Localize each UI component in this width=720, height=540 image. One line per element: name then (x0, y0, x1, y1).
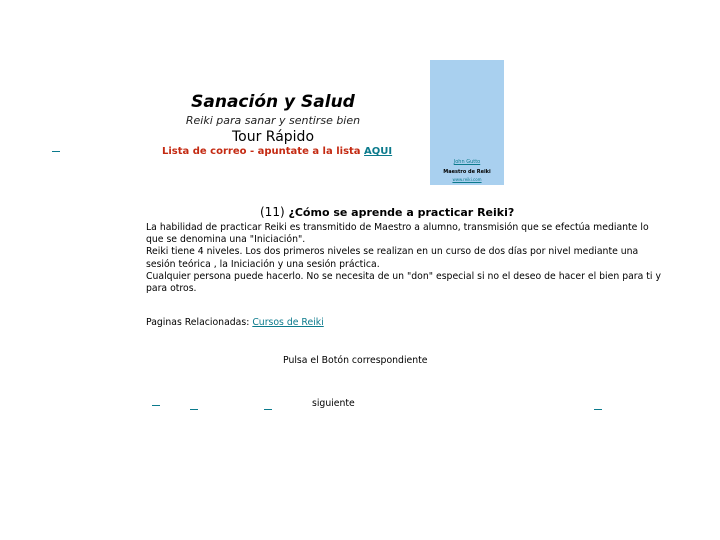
next-label[interactable]: siguiente (312, 398, 355, 409)
related-pages (146, 317, 324, 328)
site-title: Sanación y Salud (191, 92, 355, 112)
tour-title: Tour Rápido (231, 129, 315, 145)
mailing-list-text (162, 146, 392, 157)
answer-paragraph: Reiki tiene 4 niveles. Los dos primeros niveles se realizan en un curso de dos días por nivel mediante una sesión teórica , la Iniciación y una sesión práctica. (146, 246, 639, 270)
author-site-link[interactable]: www.reiki.com (452, 177, 482, 182)
author-photo (430, 60, 504, 185)
mailing-list-label: Lista de correo - apuntate a la lista (162, 146, 365, 157)
nav-button-1[interactable] (152, 405, 160, 406)
left-nav-link[interactable] (52, 151, 60, 152)
author-role: Maestro de Reiki (443, 169, 491, 175)
nav-instruction: Pulsa el Botón correspondiente (283, 355, 428, 366)
nav-button-3[interactable] (264, 409, 272, 410)
related-label: Paginas Relacionadas: (146, 317, 253, 328)
related-link[interactable]: Cursos de Reiki (252, 317, 324, 328)
question-number: (11) (260, 205, 285, 219)
mailing-list-link[interactable]: AQUI (364, 146, 393, 157)
question-text: ¿Cómo se aprende a practicar Reiki? (288, 206, 515, 219)
nav-button-4[interactable] (594, 409, 602, 410)
author-name-link[interactable]: John Gutto (453, 159, 481, 165)
answer-paragraph: La habilidad de practicar Reiki es transmitido de Maestro a alumno, transmisión que se efectúa mediante lo que se denomina una "Iniciación". (146, 222, 649, 246)
answer-body (146, 222, 666, 295)
site-subtitle: Reiki para sanar y sentirse bien (185, 114, 361, 127)
nav-button-2[interactable] (190, 409, 198, 410)
question-heading (260, 205, 514, 219)
answer-paragraph: Cualquier persona puede hacerlo. No se necesita de un "don" especial si no el deseo de hacer el bien para ti y para otros. (146, 270, 661, 295)
